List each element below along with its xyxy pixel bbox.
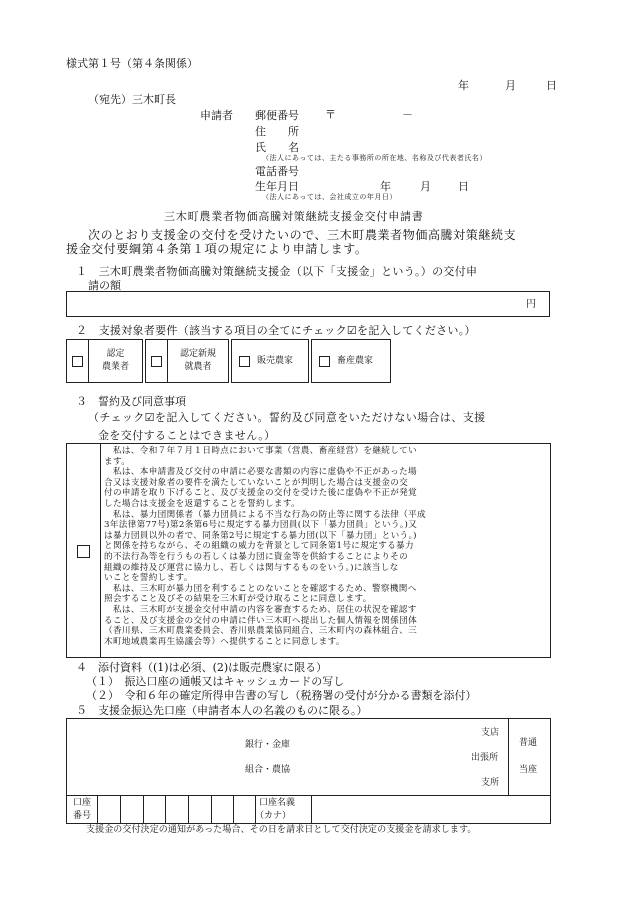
intro-line-1: 次のとおり支援金の交付を受けたいので、三木町農業者物価高騰対策継続支 [88, 228, 517, 242]
pledge-2-line-4: した場合は支援金を返還することを誓約します。 [104, 498, 301, 509]
eligibility-option-livestock-farmer [311, 339, 391, 383]
union-label: 組合・農協 [245, 765, 291, 775]
digit-cell[interactable] [143, 795, 144, 823]
account-holder-label-2: （カナ） [255, 811, 292, 821]
date-year-label: 年 [458, 79, 469, 92]
postal-dash: － [402, 108, 413, 121]
option-label-2: 農業者 [101, 362, 129, 372]
pledge-5-line-1: 私は、三木町が支援金交付申請の内容を審査するため、居住の状況を確認す [104, 604, 417, 615]
footer-note: 支援金の交付決定の通知があった場合、その日を請求日として交付決定の支援金を請求します。 [86, 825, 477, 835]
pledge-3-line-2: 3年法律第77号)第2条第6号に規定する暴力団員(以下「暴力団員」という。)又 [104, 520, 418, 531]
digit-cell[interactable] [188, 795, 189, 823]
section1-heading-1: １ 三木町農業者物価高騰対策継続支援金（以下「支援金」という。）の交付申 [76, 265, 478, 278]
account-type-ordinary[interactable]: 普通 [519, 738, 538, 748]
postal-mark: 〒 [325, 108, 336, 121]
pledge-2-line-2: 合又は支援対象者の要件を満たしていないことが判明した場合は支援金の交 [104, 477, 409, 488]
postal-code-label: 郵便番号 [255, 109, 299, 122]
branch-label: 支店 [481, 728, 500, 738]
option-label-2: 就農者 [184, 362, 212, 372]
date-day-label: 日 [546, 79, 557, 92]
addressee: （宛先）三木町長 [88, 93, 176, 106]
pledge-table [66, 443, 551, 658]
section4-heading: ４ 添付資料（(1)は必須、(2)は販売農家に限る） [76, 661, 328, 674]
pledge-divider [100, 444, 101, 657]
birthdate-label: 生年月日 [255, 180, 299, 193]
pledge-2-line-3: 付の申請を取り下げること、及び支援金の交付を受けた後に虚偽や不正が発覚 [104, 488, 418, 499]
grant-amount-field[interactable] [66, 291, 550, 317]
pledge-text [104, 446, 548, 647]
pledge-3-line-1: 私は、暴力団関係者（暴力団員による不当な行為の防止等に関する法律（平成 [104, 509, 426, 520]
section2-heading: ２ 支援対象者要件（該当する項目の全てにチェック☑を記入してください。） [76, 324, 476, 337]
birth-year-label: 年 [380, 180, 391, 193]
attachment-item-1: （１） 振込口座の通帳又はキャッシュカードの写し [86, 675, 345, 688]
pledge-3-line-4: と関係を持ちながら、その組織の威力を背景として同条第1号に規定する暴力 [104, 541, 414, 552]
cell-divider [88, 340, 89, 382]
pledge-5-line-2: ること、及び支援金の交付の申請に伴い三木町へ提出した個人情報を関係団体 [104, 615, 418, 626]
section3-note-2: 金を交付することはできません。） [98, 429, 276, 442]
bank-account-table [66, 718, 551, 824]
account-type-current[interactable]: 当座 [519, 765, 538, 775]
branch2-label: 支所 [481, 778, 500, 788]
pledge-4-line-2: 照会すること及びその結果を三木町が受け取ることに同意します。 [104, 594, 372, 605]
pledge-3-line-3: は暴力団員以外の者で、同条第2号に規定する暴力団(以下「暴力団」という。) [104, 530, 417, 541]
row-divider [67, 795, 550, 796]
account-number-label-2: 番号 [73, 811, 92, 821]
birth-month-label: 月 [420, 180, 431, 193]
account-number-label-1: 口座 [73, 798, 92, 808]
pledge-3-line-6: 組織の維持及び運営に協力し、若しくは関与するものをいう。)に該当しな [104, 562, 399, 573]
attachment-item-2: （２） 令和６年の確定所得申告書の写し（税務署の受付が分かる書類を添付） [86, 689, 477, 702]
pledge-1-line-1: 私は、令和７年７月１日時点において事業（営農、畜産経営）を継続してい [104, 446, 418, 456]
address-label: 住 所 [255, 125, 299, 138]
pledge-agree-checkbox[interactable] [77, 545, 90, 558]
applicant-label: 申請者 [200, 109, 233, 122]
document-title: 三木町農業者物価高騰対策継続支援金交付申請書 [164, 210, 424, 223]
eligibility-checkbox[interactable] [319, 356, 330, 367]
pledge-2-line-1: 私は、本申請書及び交付の申請に必要な書類の内容に虚偽や不正があった場 [104, 467, 417, 478]
digit-cell[interactable] [120, 795, 121, 823]
digit-cell[interactable] [211, 795, 212, 823]
section3-note-1: （チェック☑を記入してください。誓約及び同意をいただけない場合は、支援 [88, 411, 486, 424]
office-label: 出張所 [471, 753, 499, 763]
pledge-4-line-1: 私は、三木町が暴力団を利することのないことを確認するため、警察機関へ [104, 583, 417, 594]
date-month-label: 月 [505, 79, 516, 92]
col-divider-type [508, 719, 509, 795]
section3-heading: ３ 誓約及び同意事項 [76, 395, 186, 408]
pledge-5-line-4: 木町地域農業再生協議会等）へ提供することに同意します。 [104, 636, 345, 647]
holder-divider [311, 795, 312, 823]
cell-divider [167, 340, 168, 382]
section5-heading: ５ 支援金振込先口座（申請者本人の名義のものに限る。） [76, 704, 368, 717]
form-number: 様式第１号（第４条関係） [66, 57, 198, 70]
bank-label: 銀行・金庫 [245, 740, 291, 750]
name-note: （法人にあっては、主たる事務所の所在地、名称及び代表者氏名） [262, 154, 487, 162]
intro-line-2: 援金交付要綱第４条第１項の規定により申請します。 [66, 242, 368, 256]
account-holder-label-1: 口座名義 [259, 798, 296, 808]
eligibility-checkbox[interactable] [72, 356, 83, 367]
birth-day-label: 日 [458, 180, 469, 193]
eligibility-checkbox[interactable] [239, 356, 250, 367]
eligibility-checkbox[interactable] [151, 356, 162, 367]
pledge-3-line-5: 的不法行為等を行うもの若しくは暴力団に資金等を供給することによりその [104, 551, 409, 562]
pledge-5-line-3: （香川県、三木町農業委員会、香川県農業協同組合、三木町内の森林組合、三 [104, 626, 418, 637]
name-label: 氏 名 [255, 141, 299, 154]
option-label-1: 販売農家 [257, 356, 294, 366]
phone-label: 電話番号 [255, 165, 299, 178]
eligibility-option-new-farmer [145, 339, 229, 383]
yen-unit: 円 [526, 299, 536, 310]
digit-cell[interactable] [165, 795, 166, 823]
option-label-1: 認定新規 [179, 349, 216, 359]
section1-heading-2: 請の額 [88, 279, 121, 292]
birth-note: （法人にあっては、会社成立の年月日） [262, 193, 397, 201]
option-label-1: 畜産農家 [337, 356, 374, 366]
eligibility-option-sales-farmer [231, 339, 309, 383]
account-no-divider [97, 795, 98, 823]
option-label-1: 認定 [106, 349, 125, 359]
pledge-3-line-7: いことを誓約します。 [104, 573, 193, 584]
digit-cell[interactable] [233, 795, 234, 823]
pledge-1-line-2: ます。 [104, 456, 131, 467]
eligibility-option-certified-farmer [66, 339, 143, 383]
